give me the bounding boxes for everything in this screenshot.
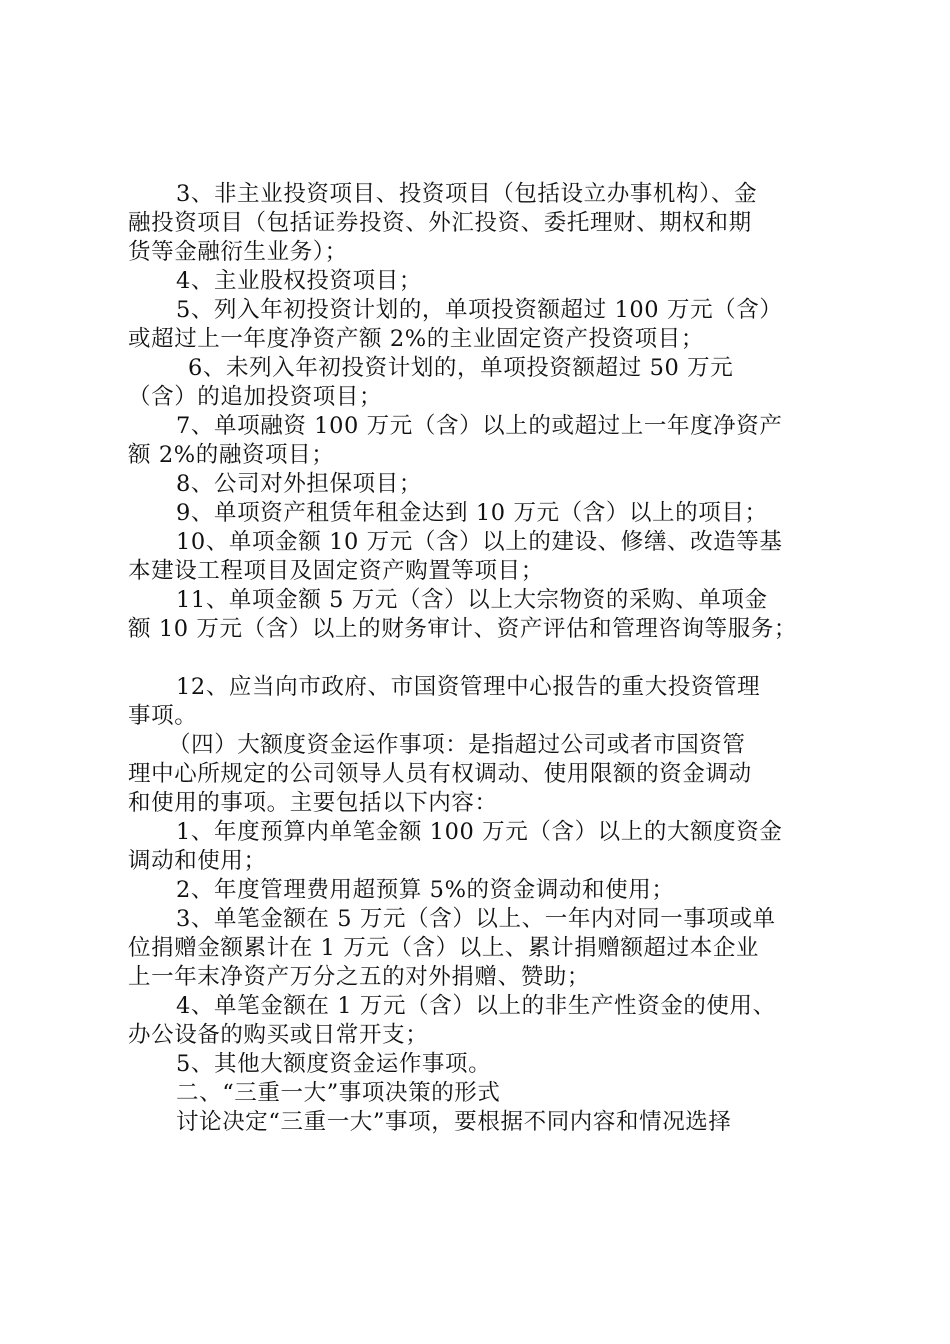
- text-line: 9、单项资产租赁年租金达到 10 万元（含）以上的项目；: [176, 500, 768, 526]
- text-line: 4、单笔金额在 1 万元（含）以上的非生产性资金的使用、: [176, 993, 776, 1019]
- text-line: 11、单项金额 5 万元（含）以上大宗物资的采购、单项金: [176, 587, 768, 613]
- text-line: 1、年度预算内单笔金额 100 万元（含）以上的大额度资金: [176, 819, 783, 845]
- text-line: 二、“三重一大”事项决策的形式: [176, 1080, 501, 1106]
- text-line: 7、单项融资 100 万元（含）以上的或超过上一年度净资产: [176, 413, 783, 439]
- text-line: 4、主业股权投资项目；: [176, 268, 422, 294]
- text-line: 货等金融衍生业务）；: [128, 239, 348, 265]
- text-line: 3、单笔金额在 5 万元（含）以上、一年内对同一事项或单: [176, 906, 776, 932]
- text-line: 本建设工程项目及固定资产购置等项目；: [128, 558, 544, 584]
- blank-line: [128, 644, 832, 673]
- text-line: 6、未列入年初投资计划的，单项投资额超过 50 万元: [188, 355, 734, 381]
- text-line: 额 2%的融资项目；: [128, 442, 335, 468]
- text-line: 2、年度管理费用超预算 5%的资金调动和使用；: [176, 877, 675, 903]
- text-line: 3、非主业投资项目、投资项目（包括设立办事机构）、金: [176, 181, 758, 207]
- text-line: 额 10 万元（含）以上的财务审计、资产评估和管理咨询等服务；: [128, 616, 798, 642]
- text-line: 上一年末净资产万分之五的对外捐赠、赞助；: [128, 964, 591, 990]
- text-line: 融投资项目（包括证券投资、外汇投资、委托理财、期权和期: [128, 210, 752, 236]
- text-line: 8、公司对外担保项目；: [176, 471, 422, 497]
- text-line: 和使用的事项。主要包括以下内容：: [128, 790, 498, 816]
- text-line: 讨论决定“三重一大”事项，要根据不同内容和情况选择: [176, 1109, 732, 1135]
- text-line: （四）大额度资金运作事项：是指超过公司或者市国资管: [168, 732, 746, 758]
- text-line: 5、其他大额度资金运作事项。: [176, 1051, 492, 1077]
- text-line: 12、应当向市政府、市国资管理中心报告的重大投资管理: [176, 674, 761, 700]
- text-line: 或超过上一年度净资产额 2%的主业固定资产投资项目；: [128, 326, 704, 352]
- text-line: 5、列入年初投资计划的，单项投资额超过 100 万元（含）: [176, 297, 783, 323]
- text-line: （含）的追加投资项目；: [128, 384, 383, 410]
- text-line: 位捐赠金额累计在 1 万元（含）以上、累计捐赠额超过本企业: [128, 935, 760, 961]
- text-line: 理中心所规定的公司领导人员有权调动、使用限额的资金调动: [128, 761, 752, 787]
- text-line: 调动和使用；: [128, 848, 267, 874]
- text-line: 事项。: [128, 703, 198, 729]
- document-body: [128, 180, 832, 1137]
- text-line: 10、单项金额 10 万元（含）以上的建设、修缮、改造等基: [176, 529, 783, 555]
- text-line: 办公设备的购买或日常开支；: [128, 1022, 429, 1048]
